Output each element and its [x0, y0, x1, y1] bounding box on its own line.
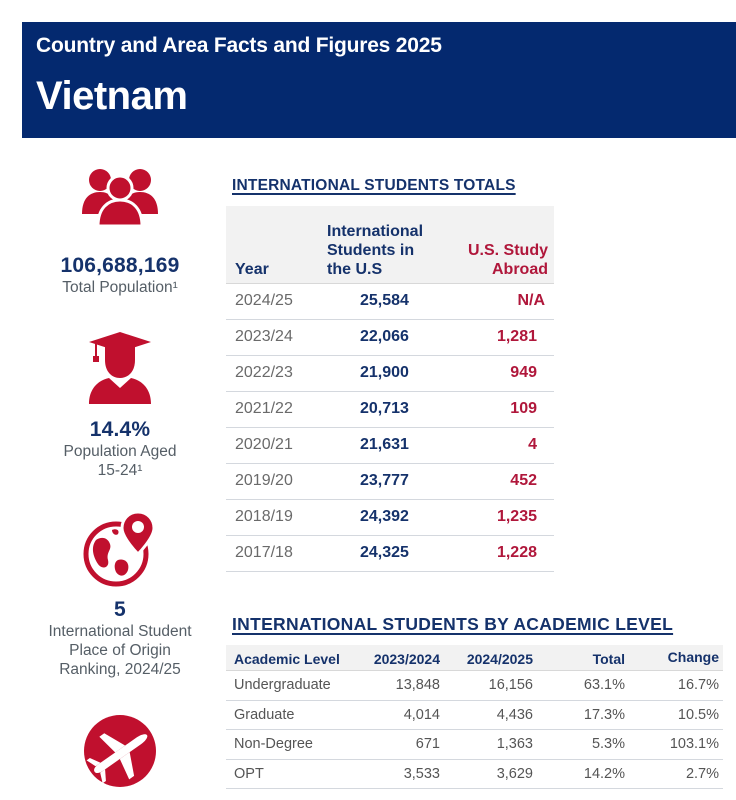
- totals-table: [226, 206, 554, 572]
- levels-table-header: [226, 645, 723, 671]
- cell-level: Graduate: [234, 706, 295, 723]
- table-row: [226, 730, 723, 760]
- header-study-abroad: [468, 241, 548, 279]
- totals-section-title: INTERNATIONAL STUDENTS TOTALS: [232, 177, 516, 194]
- cell-intl: 25,584: [360, 292, 409, 309]
- cell-year: 2017/18: [235, 544, 293, 561]
- cell-2023-2024: 3,533: [403, 765, 440, 782]
- stat-value: 106,688,169: [60, 254, 180, 277]
- cell-2023-2024: 4,014: [403, 706, 440, 723]
- header-year: Year: [235, 261, 269, 278]
- cell-intl: 23,777: [360, 472, 409, 489]
- levels-section-title: INTERNATIONAL STUDENTS BY ACADEMIC LEVEL: [232, 614, 674, 634]
- header-abroad-line1: U.S. Study: [467, 242, 548, 259]
- cell-change: 10.5%: [677, 706, 719, 723]
- stat-label-line3: Ranking, 2024/25: [59, 661, 181, 678]
- cell-intl: 24,392: [360, 508, 409, 525]
- stat-study-abroad: [0, 714, 240, 788]
- stat-population-aged: [0, 330, 240, 480]
- cell-intl: 20,713: [360, 400, 409, 417]
- cell-intl: 21,900: [360, 364, 409, 381]
- cell-abroad: N/A: [517, 292, 545, 309]
- stat-label-line2: 15-24¹: [97, 462, 143, 479]
- stat-total-population: [0, 166, 240, 297]
- cell-total: 5.3%: [591, 736, 625, 752]
- stat-origin-ranking: [0, 510, 240, 679]
- stat-value: 5: [114, 598, 126, 621]
- table-row: [226, 500, 554, 536]
- graduate-student-icon: [87, 330, 153, 404]
- cell-2024-2025: 3,629: [496, 765, 533, 782]
- header-abroad-line2: Abroad: [492, 261, 548, 278]
- header-intl-line3: the U.S: [327, 261, 383, 278]
- cell-abroad: 109: [510, 400, 537, 417]
- cell-year: 2024/25: [235, 292, 293, 309]
- cell-abroad: 1,235: [496, 508, 537, 525]
- header-change: Change: [667, 649, 719, 665]
- airplane-icon: [83, 714, 157, 788]
- stat-label-line2: Place of Origin: [69, 642, 171, 659]
- cell-2023-2024: 671: [415, 736, 440, 752]
- cell-year: 2019/20: [235, 472, 293, 489]
- table-row: [226, 284, 554, 320]
- table-row: [226, 701, 723, 731]
- cell-year: 2020/21: [235, 436, 293, 453]
- cell-year: 2018/19: [235, 508, 293, 525]
- academic-level-table: [226, 645, 723, 789]
- cell-year: 2023/24: [235, 328, 293, 345]
- cell-level: OPT: [234, 765, 264, 782]
- people-group-icon: [80, 166, 160, 228]
- cell-total: 14.2%: [583, 765, 625, 782]
- header-total: Total: [592, 651, 625, 667]
- cell-abroad: 1,281: [496, 328, 537, 345]
- header-2023-2024: 2023/2024: [373, 651, 440, 667]
- stat-label-line1: International Student: [48, 623, 192, 640]
- cell-intl: 22,066: [360, 328, 409, 345]
- table-row: [226, 392, 554, 428]
- stat-label: Total Population¹: [62, 279, 178, 296]
- header-intl-students: [327, 222, 423, 279]
- page-subtitle: Country and Area Facts and Figures 2025: [36, 34, 442, 57]
- table-row: [226, 428, 554, 464]
- totals-table-header: [226, 206, 554, 284]
- header-academic-level: Academic Level: [234, 651, 340, 667]
- table-row: [226, 671, 723, 701]
- cell-abroad: 4: [528, 436, 537, 453]
- cell-2024-2025: 1,363: [496, 736, 533, 752]
- header-2024-2025: 2024/2025: [466, 651, 533, 667]
- cell-2023-2024: 13,848: [395, 677, 440, 693]
- table-row: [226, 320, 554, 356]
- cell-2024-2025: 16,156: [488, 677, 533, 693]
- page-header: [22, 22, 736, 138]
- table-row: [226, 760, 723, 790]
- table-row: [226, 356, 554, 392]
- cell-change: 2.7%: [685, 765, 719, 782]
- cell-change: 16.7%: [677, 677, 719, 693]
- cell-year: 2022/23: [235, 364, 293, 381]
- cell-abroad: 452: [510, 472, 537, 489]
- page-title: Vietnam: [36, 74, 188, 118]
- header-intl-line2: Students in: [327, 242, 415, 259]
- cell-abroad: 949: [510, 364, 537, 381]
- table-row: [226, 464, 554, 500]
- cell-level: Non-Degree: [234, 736, 313, 752]
- cell-abroad: 1,228: [496, 544, 537, 561]
- header-intl-line1: International: [327, 223, 424, 240]
- cell-intl: 24,325: [360, 544, 409, 561]
- cell-total: 63.1%: [583, 677, 625, 693]
- table-row: [226, 536, 554, 572]
- globe-location-pin-icon: [82, 510, 158, 588]
- cell-total: 17.3%: [583, 706, 625, 723]
- stat-label-line1: Population Aged: [63, 443, 177, 460]
- cell-year: 2021/22: [235, 400, 293, 417]
- stat-value: 14.4%: [89, 418, 151, 441]
- cell-2024-2025: 4,436: [496, 706, 533, 723]
- cell-change: 103.1%: [669, 736, 719, 752]
- cell-intl: 21,631: [360, 436, 409, 453]
- cell-level: Undergraduate: [234, 677, 331, 693]
